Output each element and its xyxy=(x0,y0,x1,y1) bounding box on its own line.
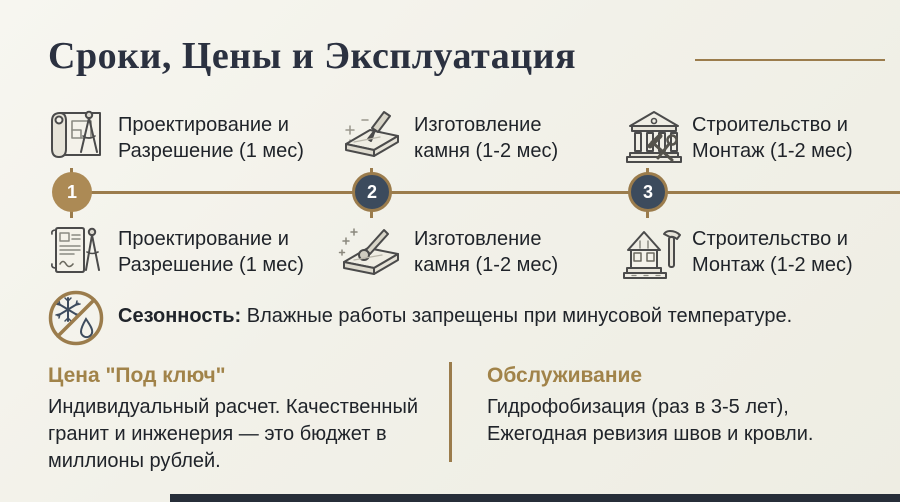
house-hammer-icon xyxy=(620,222,684,284)
seasonality-label: Сезонность: xyxy=(118,305,242,327)
step3-top-label: Строительство и Монтаж (1-2 мес) xyxy=(692,114,853,162)
step1-bottom-label: Проектирование и Разрешение (1 мес) xyxy=(118,228,304,276)
building-tools-icon xyxy=(622,106,686,168)
step2-bottom-label: Изготовление камня (1-2 мес) xyxy=(414,228,559,276)
no-frost-icon xyxy=(46,288,106,348)
price-heading: Цена "Под ключ" xyxy=(48,364,226,387)
step2-top-label: Изготовление камня (1-2 мес) xyxy=(414,114,559,162)
maintenance-body: Гидрофобизация (раз в 3-5 лет), Ежегодная ревизия швов и кровли. xyxy=(487,396,814,445)
document-compass-icon xyxy=(46,221,106,281)
blueprint-compass-icon xyxy=(44,104,110,166)
timeline-step-2-badge: 2 xyxy=(352,172,392,212)
footer-bar xyxy=(170,494,900,502)
stone-chisel-icon xyxy=(340,106,404,166)
page-title: Сроки, Цены и Эксплуатация xyxy=(48,35,577,77)
title-rule xyxy=(695,59,885,61)
seasonality-text: Влажные работы запрещены при минусовой температуре. xyxy=(246,305,793,327)
price-body: Индивидуальный расчет. Качественный гранит и инженерия — это бюджет в миллионы рублей. xyxy=(48,396,419,472)
timeline-step-1-badge: 1 xyxy=(52,172,92,212)
stone-engraving-icon xyxy=(338,222,404,280)
timeline-line xyxy=(72,191,900,194)
seasonality-note xyxy=(118,305,792,328)
step1-top-label: Проектирование и Разрешение (1 мес) xyxy=(118,114,304,162)
maintenance-heading: Обслуживание xyxy=(487,364,643,387)
timeline-step-3-badge: 3 xyxy=(628,172,668,212)
step3-bottom-label: Строительство и Монтаж (1-2 мес) xyxy=(692,228,853,276)
column-divider xyxy=(449,362,452,462)
